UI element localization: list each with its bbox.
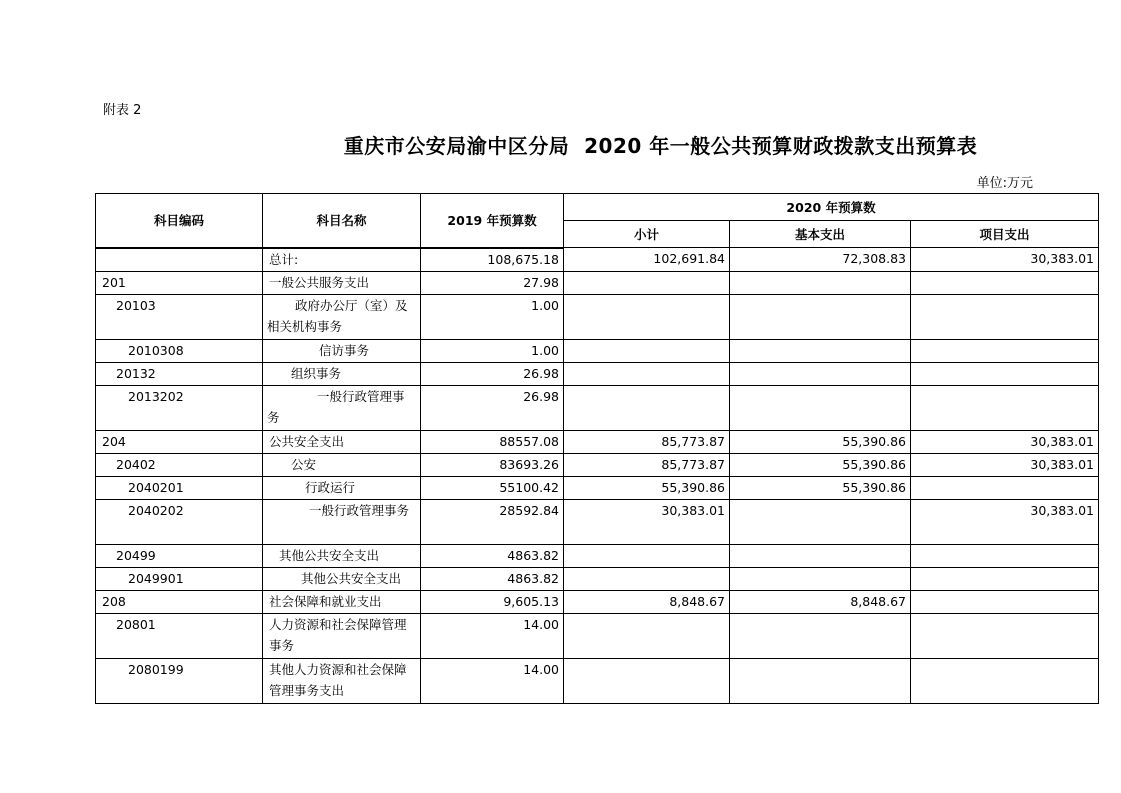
row-code: 20132	[96, 362, 263, 385]
table-row	[96, 430, 1099, 453]
row-prev: 4863.82	[421, 567, 564, 590]
table-row	[96, 294, 1099, 339]
header-subtotal: 小计	[564, 221, 730, 248]
row-basic: 55,390.86	[730, 430, 911, 453]
row-project	[911, 362, 1099, 385]
row-subtotal: 55,390.86	[564, 476, 730, 499]
row-code: 204	[96, 430, 263, 453]
table-row	[96, 385, 1099, 430]
title-table-name: 2020 年一般公共预算财政拨款支出预算表	[584, 134, 978, 158]
row-prev: 83693.26	[421, 453, 564, 476]
row-code	[96, 248, 263, 272]
row-basic	[730, 499, 911, 544]
row-basic	[730, 339, 911, 362]
row-code: 20103	[96, 294, 263, 339]
page-title	[0, 130, 1121, 159]
row-name	[263, 658, 421, 703]
header-2020-group: 2020 年预算数	[564, 194, 1099, 221]
table-row	[96, 499, 1099, 544]
row-code: 2049901	[96, 567, 263, 590]
table-row	[96, 476, 1099, 499]
row-code: 2040202	[96, 499, 263, 544]
row-prev: 9,605.13	[421, 590, 564, 613]
row-subtotal	[564, 567, 730, 590]
row-name	[263, 385, 421, 430]
row-project	[911, 567, 1099, 590]
row-prev: 4863.82	[421, 544, 564, 567]
row-name: 社会保障和就业支出	[263, 590, 421, 613]
row-project	[911, 339, 1099, 362]
row-name-text: 政府办公厅（室）及相关机构事务	[267, 297, 408, 334]
table-row	[96, 544, 1099, 567]
row-name: 信访事务	[263, 339, 421, 362]
row-basic	[730, 385, 911, 430]
row-basic	[730, 294, 911, 339]
row-subtotal	[564, 613, 730, 658]
table-row	[96, 590, 1099, 613]
row-name: 总计:	[263, 248, 421, 272]
row-name: 公安	[263, 453, 421, 476]
budget-table	[95, 193, 1099, 704]
row-project: 30,383.01	[911, 430, 1099, 453]
row-basic	[730, 271, 911, 294]
row-name-text: 其他人力资源和社会保障管理事务支出	[269, 661, 407, 698]
row-name	[263, 294, 421, 339]
row-prev: 27.98	[421, 271, 564, 294]
table-row	[96, 271, 1099, 294]
row-subtotal	[564, 271, 730, 294]
row-subtotal: 30,383.01	[564, 499, 730, 544]
row-name: 其他公共安全支出	[263, 544, 421, 567]
title-organization: 重庆市公安局渝中区分局	[343, 134, 570, 158]
row-subtotal	[564, 294, 730, 339]
row-code: 201	[96, 271, 263, 294]
row-name: 行政运行	[263, 476, 421, 499]
row-prev: 26.98	[421, 385, 564, 430]
attachment-label: 附表 2	[103, 103, 142, 118]
row-name-text: 一般行政管理事务	[309, 502, 410, 518]
row-basic	[730, 544, 911, 567]
row-name-text: 一般行政管理事务	[267, 388, 405, 425]
table-row	[96, 613, 1099, 658]
row-name	[263, 613, 421, 658]
row-basic	[730, 362, 911, 385]
header-project: 项目支出	[911, 221, 1099, 248]
row-code: 208	[96, 590, 263, 613]
row-basic: 55,390.86	[730, 453, 911, 476]
row-name: 组织事务	[263, 362, 421, 385]
row-subtotal: 85,773.87	[564, 453, 730, 476]
row-project	[911, 476, 1099, 499]
table-row	[96, 453, 1099, 476]
row-name: 公共安全支出	[263, 430, 421, 453]
table-row	[96, 248, 1099, 272]
row-basic	[730, 658, 911, 703]
row-subtotal: 102,691.84	[564, 248, 730, 272]
table-row	[96, 567, 1099, 590]
row-prev: 108,675.18	[421, 248, 564, 272]
row-prev: 28592.84	[421, 499, 564, 544]
row-basic: 72,308.83	[730, 248, 911, 272]
row-project: 30,383.01	[911, 248, 1099, 272]
row-code: 20402	[96, 453, 263, 476]
row-prev: 26.98	[421, 362, 564, 385]
row-project	[911, 590, 1099, 613]
table-row	[96, 339, 1099, 362]
row-name: 一般公共服务支出	[263, 271, 421, 294]
row-subtotal	[564, 385, 730, 430]
row-code: 2010308	[96, 339, 263, 362]
row-code: 20801	[96, 613, 263, 658]
row-code: 20499	[96, 544, 263, 567]
row-prev: 14.00	[421, 613, 564, 658]
row-project: 30,383.01	[911, 499, 1099, 544]
table-row	[96, 362, 1099, 385]
row-basic: 55,390.86	[730, 476, 911, 499]
row-prev: 88557.08	[421, 430, 564, 453]
row-project	[911, 271, 1099, 294]
row-prev: 55100.42	[421, 476, 564, 499]
row-code: 2013202	[96, 385, 263, 430]
row-name: 其他公共安全支出	[263, 567, 421, 590]
row-subtotal	[564, 362, 730, 385]
row-prev: 1.00	[421, 294, 564, 339]
row-subtotal	[564, 339, 730, 362]
unit-label: 单位:万元	[976, 176, 1033, 191]
row-project	[911, 385, 1099, 430]
row-name	[263, 499, 421, 544]
row-project	[911, 294, 1099, 339]
row-project	[911, 544, 1099, 567]
table-row	[96, 658, 1099, 703]
header-basic: 基本支出	[730, 221, 911, 248]
row-prev: 14.00	[421, 658, 564, 703]
row-basic: 8,848.67	[730, 590, 911, 613]
row-basic	[730, 567, 911, 590]
row-code: 2040201	[96, 476, 263, 499]
header-prev-year: 2019 年预算数	[421, 194, 564, 248]
row-project	[911, 613, 1099, 658]
header-name: 科目名称	[263, 194, 421, 248]
row-subtotal	[564, 658, 730, 703]
row-name-text: 人力资源和社会保障管理事务	[269, 616, 407, 653]
header-code: 科目编码	[96, 194, 263, 248]
row-subtotal: 8,848.67	[564, 590, 730, 613]
row-code: 2080199	[96, 658, 263, 703]
row-prev: 1.00	[421, 339, 564, 362]
row-subtotal: 85,773.87	[564, 430, 730, 453]
row-project: 30,383.01	[911, 453, 1099, 476]
row-basic	[730, 613, 911, 658]
row-subtotal	[564, 544, 730, 567]
row-project	[911, 658, 1099, 703]
